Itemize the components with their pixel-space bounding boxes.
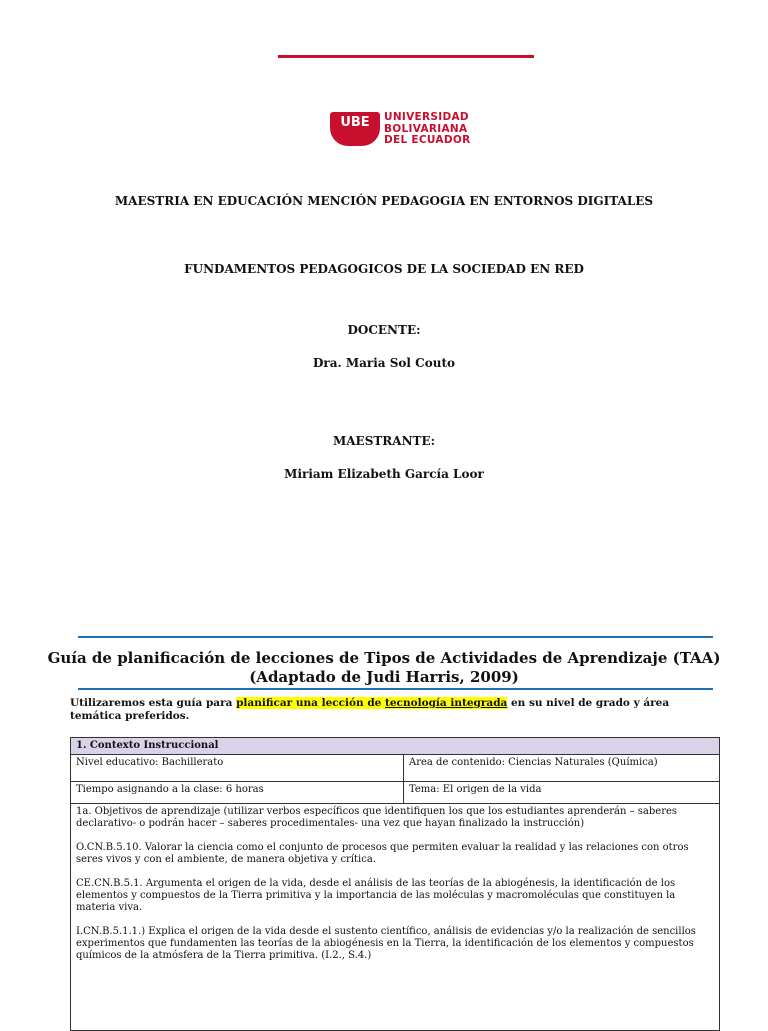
logo-text: UNIVERSIDAD BOLIVARIANA DEL ECUADOR [384, 111, 471, 146]
tema-cell: Tema: El origen de la vida [404, 782, 720, 804]
icn-indicator: I.CN.B.5.1.1.) Explica el origen de la vida desde el sustento científico, análisis de evidencias y/o la realización de sencillos experimentos que fundamenten las teorías de la abiogénesis en la Tierra, la identificación de los elementos y compuestos químicos de la atmósfera de la Tierra primitiva. (I.2., S.4.) [76, 926, 696, 961]
student-name: Miriam Elizabeth García Loor [284, 467, 484, 481]
instructional-context-table [70, 737, 720, 1031]
highlight-underlined-text: tecnología integrada [385, 697, 508, 709]
objectives-heading: 1a. Objetivos de aprendizaje (utilizar verbos específicos que identifiquen los que los estudiantes aprenderán – saberes declarativo- o podrán hacer – saberes procedimentales- una vez que hayan finalizado la instrucción) [76, 806, 678, 829]
teacher-name: Dra. Maria Sol Couto [313, 356, 455, 370]
teacher-label: DOCENTE: [347, 323, 421, 337]
section-header: 1. Contexto Instruccional [71, 738, 720, 755]
highlight-text: planificar una lección de [236, 697, 386, 709]
table-row [71, 782, 720, 804]
table-header-row [71, 738, 720, 755]
course-title: FUNDAMENTOS PEDAGOGICOS DE LA SOCIEDAD EN RED [184, 262, 584, 276]
ube-badge: UBE [330, 112, 380, 146]
program-title: MAESTRIA EN EDUCACIÓN MENCIÓN PEDAGOGIA EN ENTORNOS DIGITALES [114, 194, 654, 208]
tiempo-cell: Tiempo asignando a la clase: 6 horas [71, 782, 404, 804]
nivel-cell: Nivel educativo: Bachillerato [71, 755, 404, 782]
university-logo [330, 112, 485, 148]
intro-paragraph: Utilizaremos esta guía para planificar una lección de tecnología integrada en su nivel de grado y área temática preferidos. [70, 697, 670, 722]
table-row [71, 804, 720, 1031]
divider-bottom [78, 688, 713, 690]
objectives-cell [71, 804, 720, 1031]
ce-criterion: CE.CN.B.5.1. Argumenta el origen de la vida, desde el análisis de las teorías de la abiogénesis, la identificación de los elementos y compuestos de la Tierra primitiva y la importancia de las moléculas y macromoléculas que constituyen la materia viva. [76, 878, 676, 913]
guide-title-line1: Guía de planificación de lecciones de Tipos de Actividades de Aprendizaje (TAA) [47, 649, 721, 667]
table-row [71, 755, 720, 782]
area-cell: Area de contenido: Ciencias Naturales (Química) [404, 755, 720, 782]
divider-top [78, 636, 713, 638]
top-accent-bar [278, 55, 534, 58]
student-label: MAESTRANTE: [332, 434, 436, 448]
ocn-objective: O.CN.B.5.10. Valorar la ciencia como el conjunto de procesos que permiten evaluar la realidad y las relaciones con otros seres vivos y con el ambiente, de manera objetiva y crítica. [76, 842, 689, 865]
guide-title-line2: (Adaptado de Judi Harris, 2009) [249, 668, 519, 686]
